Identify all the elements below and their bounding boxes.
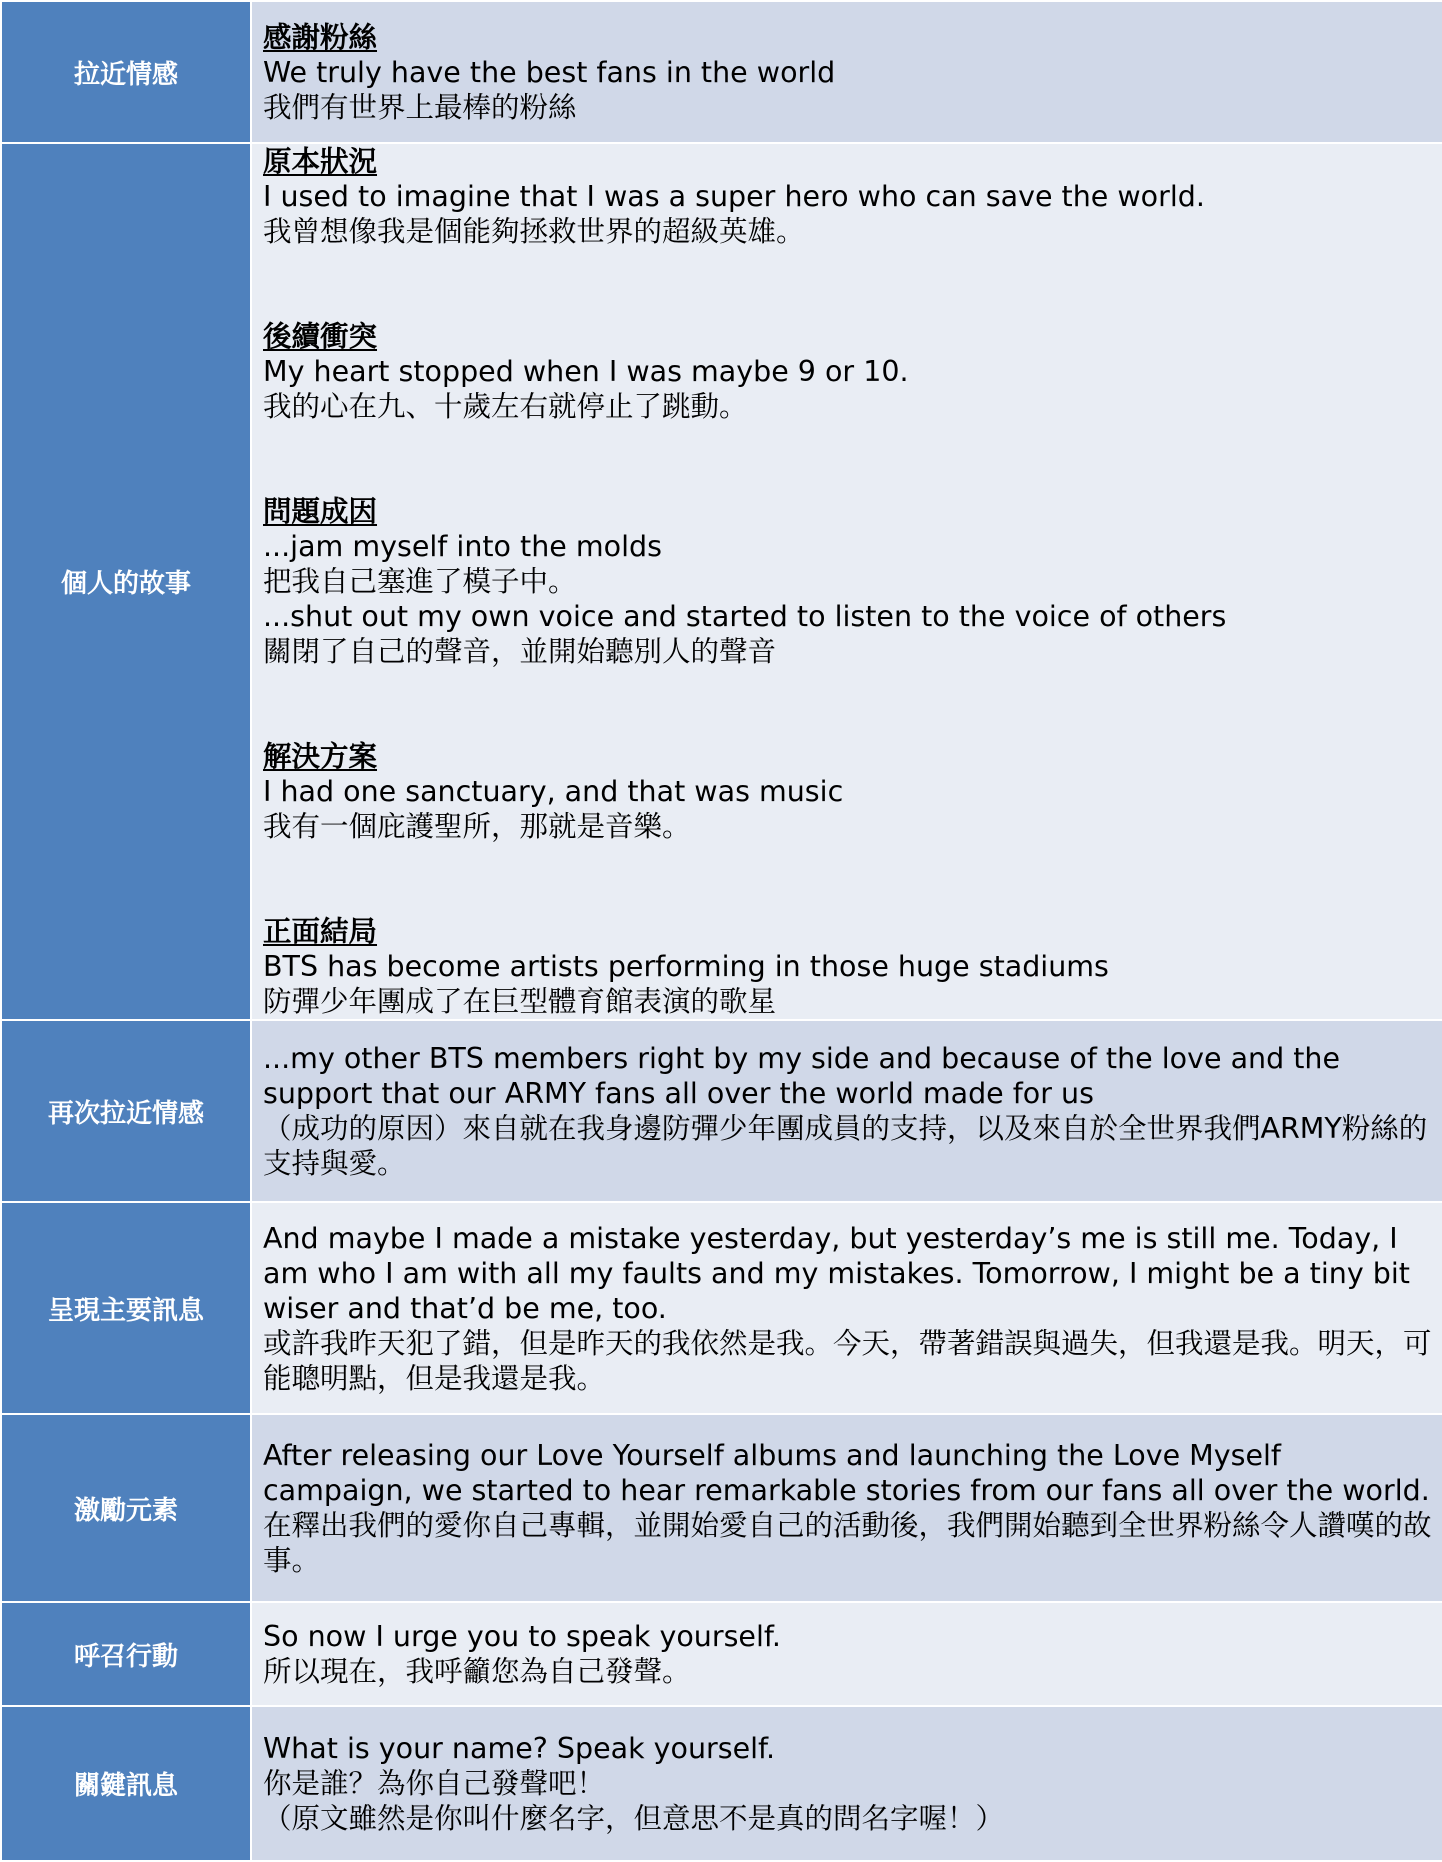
chinese-text: 所以現在，我呼籲您為自己發聲。 <box>263 1655 691 1688</box>
english-text: BTS has become artists performing in those huge stadiums <box>263 950 1109 983</box>
row-label: 個人的故事 <box>1 143 251 1020</box>
chinese-note: （原文雖然是你叫什麼名字，但意思不是真的問名字喔！） <box>263 1802 1005 1835</box>
row-label: 激勵元素 <box>1 1414 251 1602</box>
row-content <box>251 1602 1442 1706</box>
section-heading: 問題成因 <box>263 495 378 528</box>
chinese-text: 我的心在九、十歲左右就停止了跳動。 <box>263 390 748 423</box>
english-text: What is your name? Speak yourself. <box>263 1732 776 1765</box>
chinese-text: 或許我昨天犯了錯，但是昨天的我依然是我。今天，帶著錯誤與過失，但我還是我。明天，可能聰明點，但是我還是我。 <box>263 1326 1432 1395</box>
section-heading: 感謝粉絲 <box>263 20 378 54</box>
story-section <box>263 319 1434 424</box>
english-text: ...shut out my own voice and started to listen to the voice of others <box>263 600 1227 633</box>
row-label: 呼召行動 <box>1 1602 251 1706</box>
section-heading: 後續衝突 <box>263 320 378 353</box>
row-content <box>251 1020 1442 1202</box>
row-label: 拉近情感 <box>1 1 251 143</box>
row-content <box>251 1202 1442 1414</box>
english-text: ...jam myself into the molds <box>263 530 662 563</box>
english-text: So now I urge you to speak yourself. <box>263 1620 781 1653</box>
chinese-text: 防彈少年團成了在巨型體育館表演的歌星 <box>263 985 777 1018</box>
english-text: My heart stopped when I was maybe 9 or 10. <box>263 355 909 388</box>
chinese-text: 把我自己塞進了模子中。 <box>263 565 577 598</box>
chinese-text: 我們有世界上最棒的粉絲 <box>263 90 577 124</box>
chinese-text: 我曾想像我是個能夠拯救世界的超級英雄。 <box>263 215 805 248</box>
english-text: I had one sanctuary, and that was music <box>263 775 844 808</box>
table-row <box>1 143 1442 1020</box>
english-text: ...my other BTS members right by my side and because of the love and the support that our ARMY fans all over the world made for us <box>263 1042 1341 1110</box>
row-content <box>251 1 1442 143</box>
row-label: 再次拉近情感 <box>1 1020 251 1202</box>
table-row <box>1 1020 1442 1202</box>
row-label: 關鍵訊息 <box>1 1706 251 1861</box>
section-heading: 正面結局 <box>263 915 378 948</box>
section-heading: 解決方案 <box>263 740 378 773</box>
story-section <box>263 144 1434 249</box>
chinese-text: 我有一個庇護聖所，那就是音樂。 <box>263 810 691 843</box>
row-content <box>251 143 1442 1020</box>
row-label: 呈現主要訊息 <box>1 1202 251 1414</box>
table-row <box>1 1202 1442 1414</box>
english-text: After releasing our Love Yourself albums and launching the Love Myself campaign, we started to hear remarkable stories from our fans all over the world. <box>263 1439 1430 1507</box>
english-text: And maybe I made a mistake yesterday, but yesterday’s me is still me. Today, I am who I am with all my faults and my mistakes. Tomorrow, I might be a tiny bit wiser and that’d be me, too. <box>263 1221 1410 1325</box>
row-content <box>251 1414 1442 1602</box>
story-section <box>263 914 1434 1019</box>
english-text: We truly have the best fans in the world <box>263 55 836 89</box>
chinese-text: （成功的原因）來自就在我身邊防彈少年團成員的支持，以及來自於全世界我們ARMY粉絲的支持與愛。 <box>263 1112 1428 1180</box>
chinese-text: 你是誰？為你自己發聲吧！ <box>263 1767 606 1800</box>
chinese-text: 在釋出我們的愛你自己專輯，並開始愛自己的活動後，我們開始聽到全世界粉絲令人讚嘆的故事。 <box>263 1509 1432 1577</box>
table-row <box>1 1602 1442 1706</box>
english-text: I used to imagine that I was a super hero who can save the world. <box>263 180 1205 213</box>
story-section <box>263 494 1434 669</box>
chinese-text: 關閉了自己的聲音，並開始聽別人的聲音 <box>263 635 777 668</box>
story-section <box>263 739 1434 844</box>
table-row <box>1 1414 1442 1602</box>
table-row <box>1 1 1442 143</box>
section-heading: 原本狀況 <box>263 145 378 178</box>
